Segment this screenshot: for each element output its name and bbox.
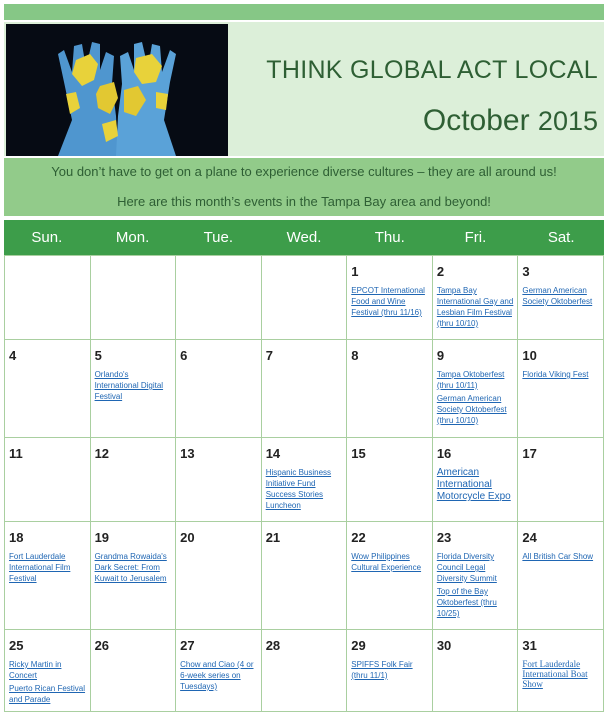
event-link[interactable]: Ricky Martin in Concert <box>9 660 62 680</box>
week-row <box>5 256 604 340</box>
day-number: 31 <box>522 638 537 653</box>
day-cell-sun <box>5 340 91 438</box>
day-cell-fri <box>432 522 518 630</box>
day-number: 20 <box>180 530 195 545</box>
day-number: 25 <box>9 638 24 653</box>
month-label: October <box>422 104 530 137</box>
day-number: 17 <box>522 446 537 461</box>
day-number: 13 <box>180 446 195 461</box>
day-cell-fri <box>432 256 518 340</box>
day-cell-wed <box>261 522 347 630</box>
day-cell-mon <box>90 630 176 712</box>
event-link[interactable]: German American Society Oktoberfest (thru 10/10) <box>436 394 507 425</box>
day-number: 22 <box>351 530 366 545</box>
day-cell-sun <box>5 522 91 630</box>
day-number: 30 <box>436 638 452 653</box>
week-row <box>5 522 604 630</box>
calendar-title: THINK GLOBAL ACT LOCAL <box>266 56 598 84</box>
weekday-wed: Wed. <box>286 229 322 246</box>
event-link[interactable]: Puerto Rican Festival and Parade <box>9 684 86 704</box>
week-row <box>5 630 604 712</box>
weekday-sat: Sat. <box>547 229 575 246</box>
weekday-tue: Tue. <box>203 229 234 246</box>
event-link[interactable]: SPIFFS Folk Fair (thru 11/1) <box>351 660 413 680</box>
event-link[interactable]: Fort Lauderdale International Boat Show <box>522 659 588 689</box>
event-link[interactable]: Hispanic Business Initiative Fund Success Stories Luncheon <box>265 468 332 510</box>
day-number: 21 <box>265 530 281 545</box>
event-link[interactable]: Wow Philippines Cultural Experience <box>351 552 422 572</box>
day-number: 8 <box>351 348 359 363</box>
intro-line-1: You don’t have to get on a plane to experience diverse cultures – they are all around us! <box>51 164 557 179</box>
day-number: 27 <box>180 638 195 653</box>
day-number: 2 <box>436 264 445 279</box>
day-number: 19 <box>94 530 110 545</box>
day-cell-wed <box>261 256 347 340</box>
day-number: 24 <box>522 530 537 545</box>
day-number: 18 <box>9 530 24 545</box>
day-number: 9 <box>436 348 445 363</box>
weekday-sun: Sun. <box>31 229 63 246</box>
day-cell-mon <box>90 340 176 438</box>
event-link[interactable]: Grandma Rowaida's Dark Secret: From Kuwait to Jerusalem <box>94 552 167 583</box>
day-cell-tue <box>176 340 262 438</box>
day-number: 5 <box>94 348 102 363</box>
event-link[interactable]: Florida Diversity Council Legal Diversity Summit <box>436 552 497 583</box>
day-cell-fri <box>432 340 518 438</box>
week-row <box>5 340 604 438</box>
day-cell-thu <box>347 256 433 340</box>
event-link[interactable]: Top of the Bay Oktoberfest (thru 10/25) <box>436 587 497 618</box>
day-cell-thu <box>347 630 433 712</box>
event-link[interactable]: EPCOT International Food and Wine Festival (thru 11/16) <box>351 286 425 317</box>
day-cell-mon <box>90 522 176 630</box>
day-cell-mon <box>90 438 176 522</box>
day-cell-tue <box>176 630 262 712</box>
event-link[interactable]: Orlando's International Digital Festival <box>94 370 164 401</box>
day-number: 10 <box>522 348 537 363</box>
day-cell-wed <box>261 340 347 438</box>
day-cell-tue <box>176 438 262 522</box>
hands-world-map-image <box>6 24 228 156</box>
day-cell-thu <box>347 438 433 522</box>
day-number: 15 <box>351 446 366 461</box>
top-accent-bar <box>4 4 604 20</box>
day-cell-mon <box>90 256 176 340</box>
day-cell-sun <box>5 256 91 340</box>
week-row <box>5 438 604 522</box>
day-number: 6 <box>180 348 188 363</box>
event-link[interactable]: Tampa Bay International Gay and Lesbian Film Festival (thru 10/10) <box>436 286 514 328</box>
year-label: 2015 <box>537 106 598 136</box>
intro-line-2: Here are this month’s events in the Tampa Bay area and beyond! <box>117 194 491 209</box>
day-number: 1 <box>351 264 359 279</box>
day-number: 29 <box>351 638 366 653</box>
day-number: 12 <box>94 446 110 461</box>
weekday-fri: Fri. <box>464 229 487 246</box>
day-cell-sat <box>518 340 604 438</box>
day-cell-sun <box>5 630 91 712</box>
day-cell-tue <box>176 522 262 630</box>
day-number: 14 <box>265 446 281 461</box>
day-cell-sat <box>518 438 604 522</box>
day-cell-sun <box>5 438 91 522</box>
day-cell-sat <box>518 522 604 630</box>
day-cell-sat <box>518 630 604 712</box>
day-cell-thu <box>347 340 433 438</box>
day-cell-sat <box>518 256 604 340</box>
event-link[interactable]: Tampa Oktoberfest (thru 10/11) <box>436 370 505 390</box>
day-number: 23 <box>436 530 452 545</box>
weekday-header-row <box>4 220 604 255</box>
day-cell-fri <box>432 630 518 712</box>
month-year-heading <box>236 104 598 138</box>
day-number: 3 <box>522 264 530 279</box>
day-number: 16 <box>436 446 452 461</box>
intro-banner <box>4 158 604 216</box>
day-number: 11 <box>9 446 23 461</box>
day-cell-tue <box>176 256 262 340</box>
event-link[interactable]: German American Society Oktoberfest <box>522 286 593 306</box>
day-cell-thu <box>347 522 433 630</box>
weekday-thu: Thu. <box>374 229 405 246</box>
day-cell-wed <box>261 438 347 522</box>
event-link[interactable]: Chow and Ciao (4 or 6-week series on Tuesdays) <box>180 660 254 691</box>
event-link[interactable]: Fort Lauderdale International Film Festival <box>9 552 71 583</box>
event-link[interactable]: Florida Viking Fest <box>522 370 589 379</box>
day-number: 7 <box>265 348 273 363</box>
weekday-mon: Mon. <box>115 229 150 246</box>
event-link[interactable]: American International Motorcycle Expo <box>436 467 511 502</box>
day-cell-fri <box>432 438 518 522</box>
calendar-grid <box>4 255 604 712</box>
day-number: 28 <box>265 638 281 653</box>
day-number: 26 <box>94 638 110 653</box>
event-link[interactable]: All British Car Show <box>522 552 594 561</box>
day-cell-wed <box>261 630 347 712</box>
day-number: 4 <box>9 348 17 363</box>
